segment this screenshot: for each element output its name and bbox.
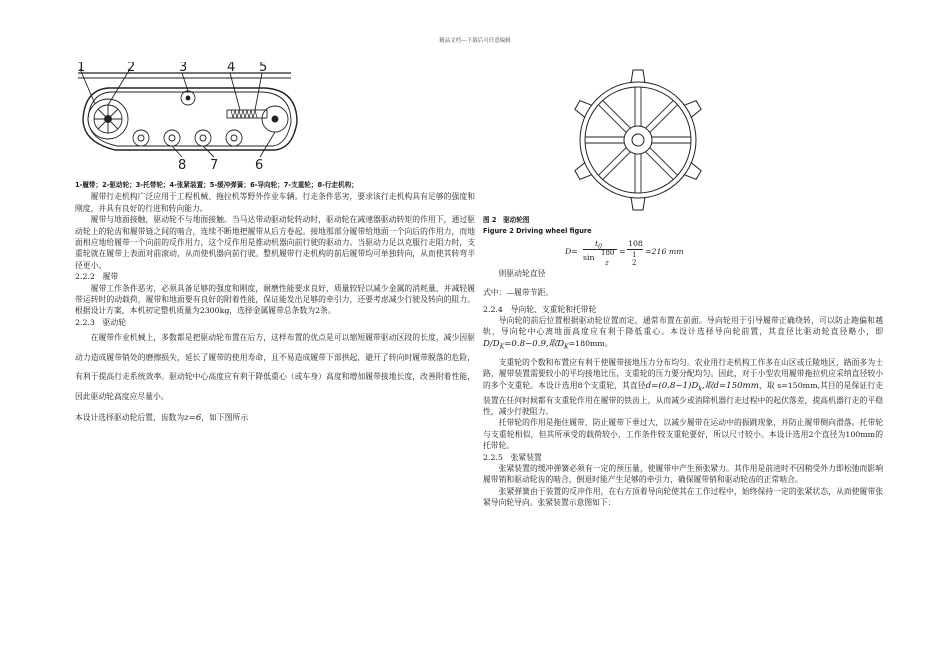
paragraph-road-wheel: 支重轮的个数和布置应有利于使履带接地压力分布均匀。农业用行走机构工作多在山区或丘陵地区，路面多为土路，履带装置需要较小的平均接地比压，支重轮的压力要分配均匀。因此，对于小型农用履带拖拉机应采纳直径较小的多个支重轮。本设计选用8个支重轮，其直径$d=(0.8\sim 1)D_k$,取d=150mm，取 s=150mm,其目的是保证行走装置在任何时候都有支重轮作用在履带的铁齿上，从而减少或消除机器行走过程中的起伏落差，提高机器行走的平稳性，减少行驶阻力。 [483, 357, 883, 416]
left-column [75, 62, 475, 425]
figure-1-caption: 1-履带；2-驱动轮；3-托带轮；4-张紧装置；5-缓冲弹簧；6-导向轮；7-支重轮；8-行走机构； [75, 181, 358, 189]
figure-2-title-en: Figure 2 Driving wheel figure [483, 227, 592, 236]
paragraph-teeth: 本设计选择驱动轮后置，齿数为z=6，如下图所示 [75, 413, 249, 424]
callout-6: 6 [255, 158, 264, 173]
formula-sin: sin [583, 252, 595, 262]
formula-108: 108 [628, 238, 643, 248]
section-heading-2-2-5: 2.2.5 张紧装置 [483, 452, 542, 462]
formula-lhs: D= [565, 246, 578, 256]
formula-z: z [605, 258, 609, 267]
paragraph-intro-2: 履带与地面接触，驱动轮不与地面接触。当马达带动驱动轮转动时，驱动轮在减速器驱动转矩的作用下，通过驱动轮上的轮齿和履带链之间的啮合，连续不断地把履带从后方卷起。接地那部分履带给地面一个向后的作用力，而地面相应地给履带一个向前的反作用力，这个反作用是推动机器向前行驶的驱动力。当驱动力足以克服行走阻力时，支重轮就在履带上表面对前滚动，从而使机器向前行驶。整机履带行走机构的前后履带均可单独转向，从而使其转弯半径更小。 [75, 215, 475, 270]
section-heading-2-2-2: 2.2.2 履带 [75, 272, 119, 282]
figure-2-title: 图 2 驱动轮图 [483, 216, 530, 224]
paragraph-carrier-roller: 托带轮的作用是拖住履带，防止履带下垂过大，以减少履带在运动中的振跳现象，并防止履带侧向滑落。托带轮与支重轮相似，但其所承受的载荷较小，工作条件较支重轮要好，所以尺寸较小。本设计选用2个直径为100mm的托带轮。 [483, 418, 883, 451]
track-mechanism-diagram [75, 62, 475, 180]
paragraph-idler: 导向轮的前后位置根据驱动轮位置而定，通常布置在前面。导向轮用于引导履带正确绕转，可以防止跑偏和越轨，导向轮中心离地面高度应有利于降低重心。本设计选择导向轮前置，其直径比驱动轮直径略小，即$D/D_K=0.8\sim 0.9$,取$D_K=180mm$。 [483, 316, 883, 351]
paragraph-drive-wheel: 在履带作业机械上，多数都是把驱动轮布置在后方，这样布置的优点是可以缩短履带驱动区段的长度，减少因驱动力造成履带销处的磨擦损失，延长了履带的使用寿命，且不易造成履带下部拱起，避开了转向时履带脱落的危险，有利于提高行走系统效率。驱动轮中心高度应有利于降低重心（或车身）高度和增加履带接地长度，改善附着性能，因此驱动轮高度应尽量小。 [75, 333, 475, 401]
formula-half-num: 1 [632, 250, 637, 259]
callout-2: 2 [127, 62, 136, 75]
drive-wheel-figure [483, 62, 883, 212]
formula-note: 则驱动轮直径 [498, 268, 546, 278]
teeth-count-math: z=6 [184, 413, 202, 424]
callout-4: 4 [227, 62, 236, 75]
paragraph-tensioner-1: 张紧装置的缓冲弹簧必须有一定的预压量，使履带中产生预张紧力。其作用是前进时不因稍受外力即松弛而影响履带销和驱动轮齿的啮合，倒退时能产生足够的牵引力，确保履带销和驱动轮齿的正常啮合。 [483, 464, 883, 485]
callout-8: 8 [178, 158, 187, 173]
drive-wheel-diameter-formula [483, 238, 883, 268]
formula-legend: 式中：—履带节距。 [483, 288, 554, 298]
formula-t0: $t_0$ [595, 238, 602, 251]
section-heading-2-2-4: 2.2.4 导向轮、支重轮和托带轮 [483, 304, 597, 314]
page-header-watermark: 精品文档---下载后可任意编辑 [439, 38, 511, 44]
formula-result: =216 mm [645, 246, 684, 256]
paragraph-intro-1: 履带行走机构广泛应用于工程机械、拖拉机等野外作业车辆。行走条件恶劣，要求该行走机构具有足够的强度和刚度，并具有良好的行进和转向能力。 [75, 192, 475, 213]
paragraph-tensioner-2: 张紧弹簧由于装置的反冲作用，在右方顶着导向轮使其在工作过程中，始终保持一定的张紧状态，从而使履带张紧导向轮导向。张紧装置示意图如下： [483, 486, 883, 508]
callout-3: 3 [179, 62, 188, 75]
formula-eq2: = [619, 246, 626, 256]
formula-half-den: 2 [632, 258, 637, 267]
callout-7: 7 [210, 158, 219, 173]
right-column [483, 62, 883, 509]
section-heading-2-2-3: 2.2.3 驱动轮 [75, 317, 127, 327]
callout-5: 5 [259, 62, 268, 75]
paragraph-track: 履带工作条件恶劣，必须具备足够的强度和刚度，耐磨性能要求良好，质量较轻以减少金属的消耗量，并减轻履带运转时的动载荷，履带和地面要有良好的附着性能，保证能发出足够的牵引力，还要考虑减少行驶及转向的阻力。根据设计方案，本机初定整机质量为2300kg，选择金属履带总条数为2条。 [75, 283, 475, 316]
callout-1: 1 [77, 62, 86, 75]
formula-180: 180 [601, 248, 615, 257]
